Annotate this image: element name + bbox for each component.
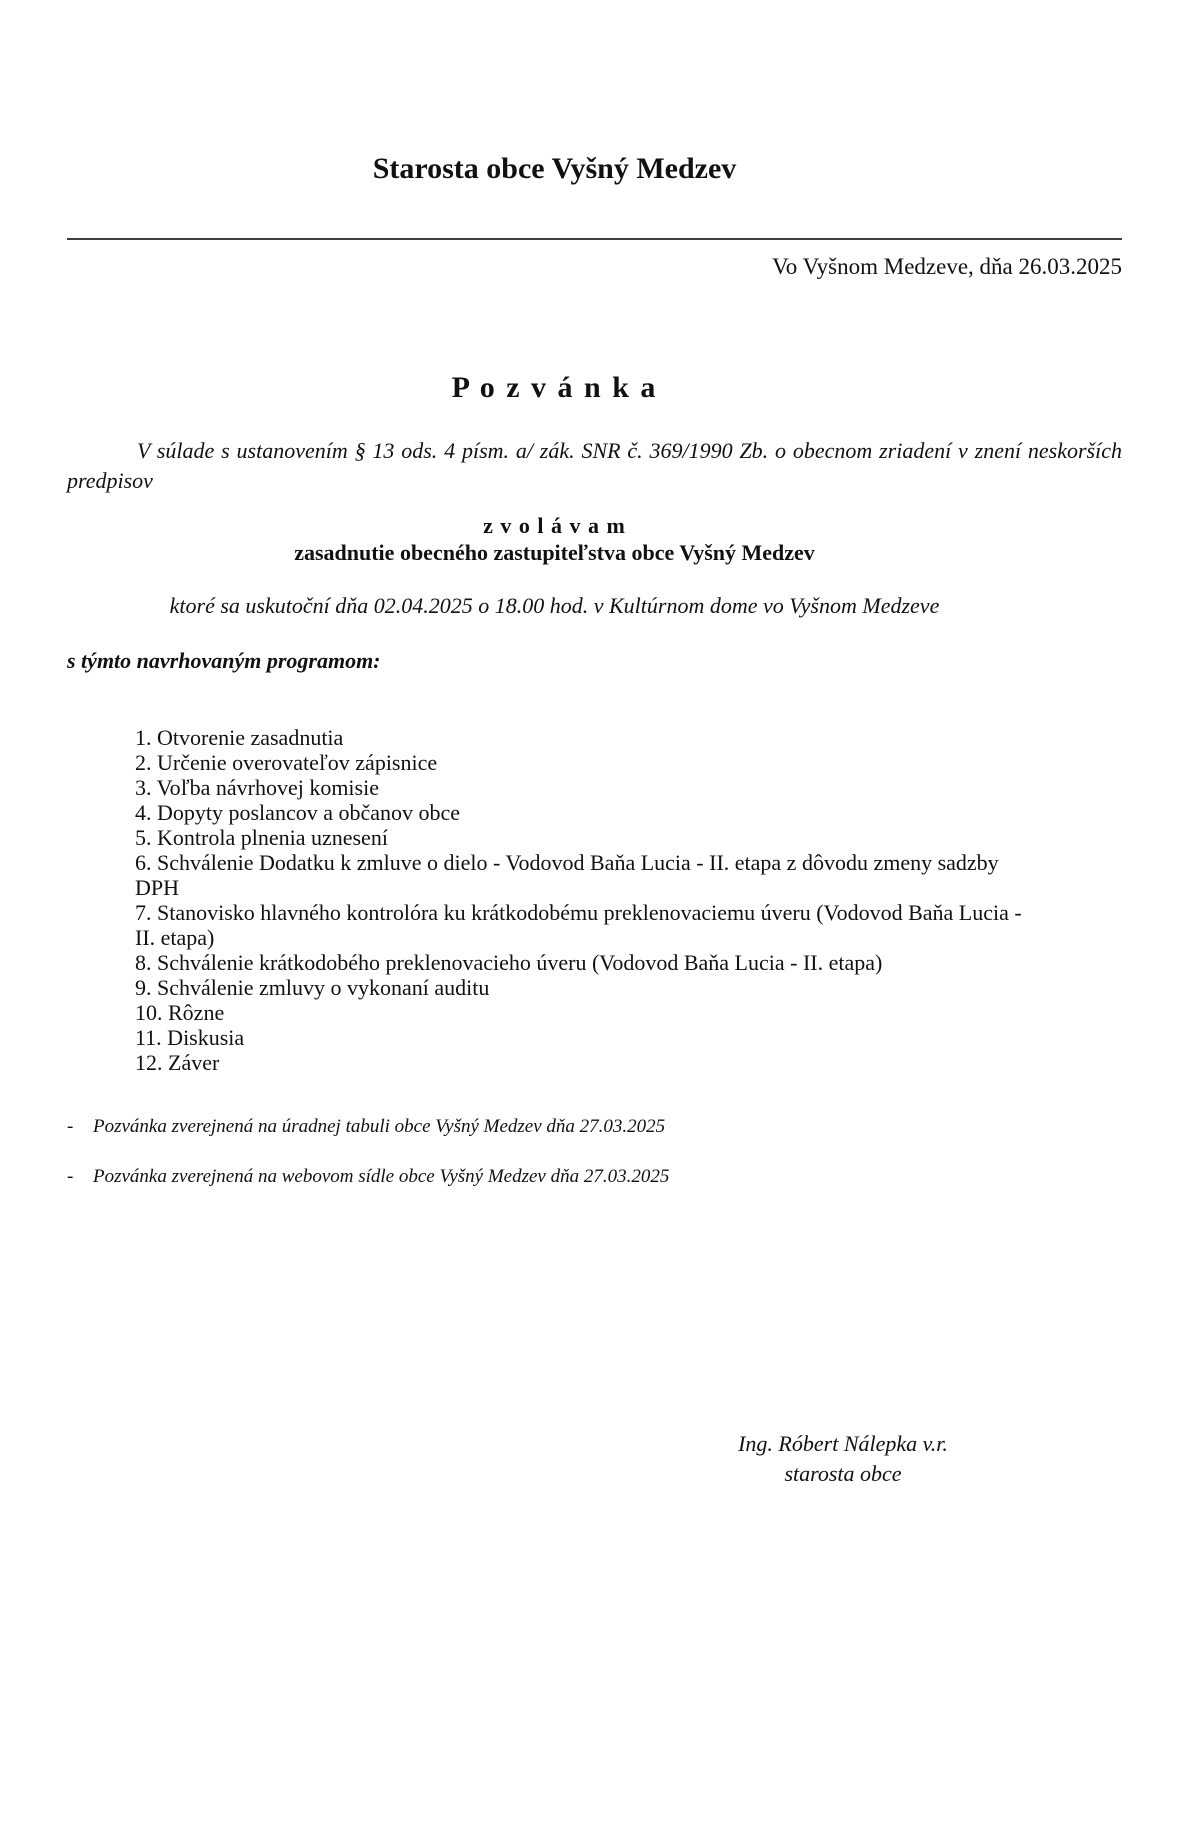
agenda-item: 9. Schválenie zmluvy o vykonaní auditu <box>135 975 490 1000</box>
agenda-item: 10. Rôzne <box>135 1000 225 1025</box>
agenda-list <box>135 725 1040 1075</box>
letter-header <box>67 150 1122 240</box>
agenda-item: 6. Schválenie Dodatku k zmluve o dielo - Vodovod Baňa Lucia - II. etapa z dôvodu zmeny sadzby DPH <box>135 850 999 900</box>
dateline: Vo Vyšnom Medzeve, dňa 26.03.2025 <box>772 254 1122 279</box>
agenda-item: 4. Dopyty poslancov a občanov obce <box>135 800 461 825</box>
convocation-verb: z v o l á v a m <box>483 513 626 538</box>
note-text: Pozvánka zverejnená na úradnej tabuli obce Vyšný Medzev dňa 27.03.2025 <box>93 1116 666 1137</box>
document-title: P o z v á n k a <box>451 371 658 404</box>
agenda-item: 5. Kontrola plnenia uznesení <box>135 825 388 850</box>
agenda-item: 3. Voľba návrhovej komisie <box>135 775 379 800</box>
letter-header-title: Starosta obce Vyšný Medzev <box>372 152 737 185</box>
publication-notes <box>67 1115 1122 1189</box>
agenda-item: 12. Záver <box>135 1050 220 1075</box>
signature-role: starosta obce <box>784 1461 902 1486</box>
signature-name: Ing. Róbert Nálepka v.r. <box>738 1431 948 1456</box>
agenda-item: 2. Určenie overovateľov zápisnice <box>135 750 438 775</box>
agenda-item: 11. Diskusia <box>135 1025 245 1050</box>
document-page <box>0 150 1190 1833</box>
meeting-details: ktoré sa uskutoční dňa 02.04.2025 o 18.00 hod. v Kultúrnom dome vo Vyšnom Medzeve <box>169 593 940 618</box>
agenda-item: 8. Schválenie krátkodobého preklenovacieho úveru (Vodovod Baňa Lucia - II. etapa) <box>135 950 883 975</box>
note-item <box>67 1115 1122 1139</box>
note-dash-bullet: - <box>67 1166 74 1187</box>
legal-intro-paragraph: V súlade s ustanovením § 13 ods. 4 písm. a/ zák. SNR č. 369/1990 Zb. o obecnom zriadení v znení neskorších predpisov <box>67 438 1122 493</box>
agenda-heading: s týmto navrhovaným programom: <box>67 648 381 673</box>
letter-page <box>0 150 1190 1833</box>
agenda-item: 1. Otvorenie zasadnutia <box>135 725 344 750</box>
agenda-item: 7. Stanovisko hlavného kontrolóra ku krátkodobému preklenovaciemu úveru (Vodovod Baňa Lucia - II. etapa) <box>135 900 1022 950</box>
convocation-subject: zasadnutie obecného zastupiteľstva obce Vyšný Medzev <box>294 540 815 565</box>
signature-block <box>563 1429 1123 1489</box>
note-item <box>67 1165 1122 1189</box>
note-dash-bullet: - <box>67 1116 74 1137</box>
note-text: Pozvánka zverejnená na webovom sídle obce Vyšný Medzev dňa 27.03.2025 <box>93 1166 670 1187</box>
